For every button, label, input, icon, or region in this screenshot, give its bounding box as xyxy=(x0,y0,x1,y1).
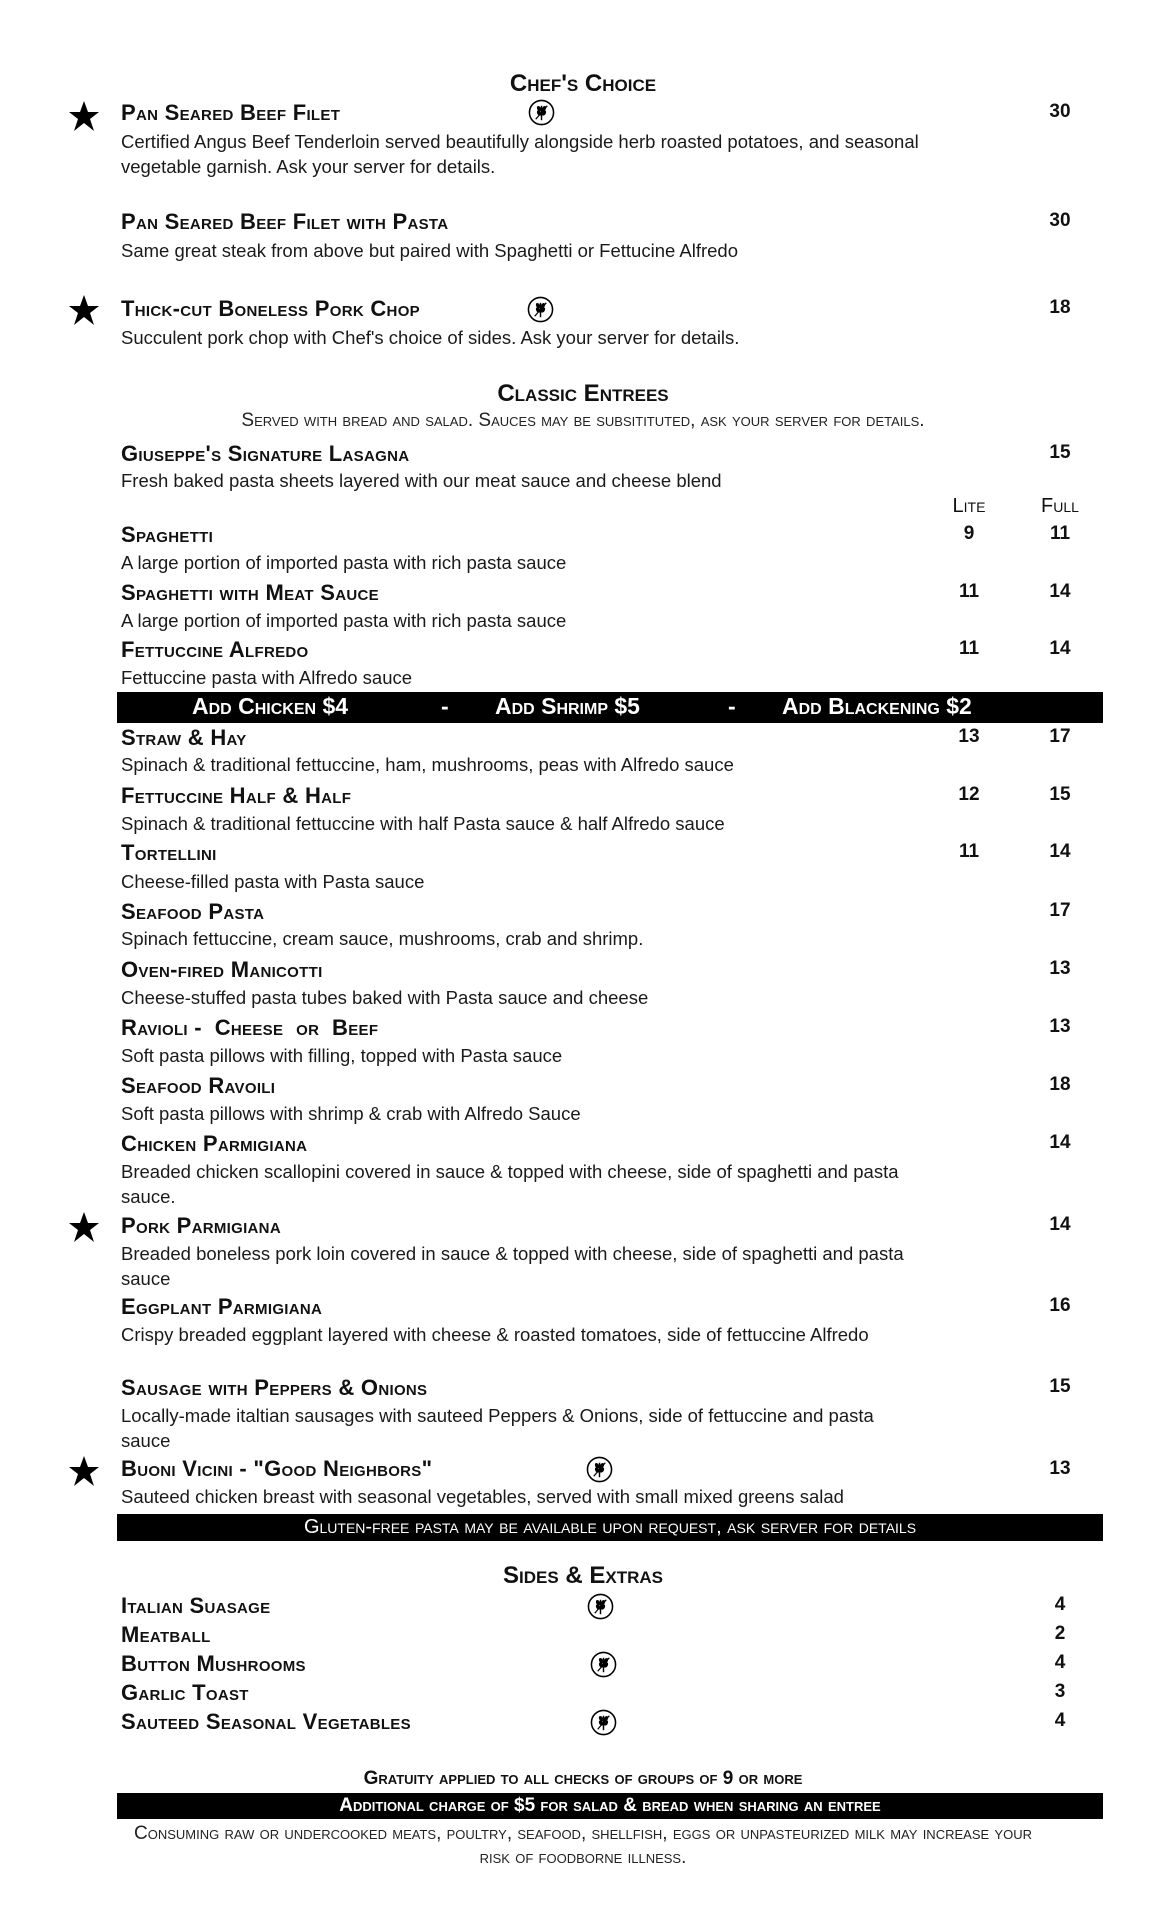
menu-item-desc: Locally-made italtian sausages with sauteed Peppers & Onions, side of fettuccine and pasta sauce xyxy=(121,1405,874,1451)
side-item-name: Sauteed Seasonal Vegetables xyxy=(121,1709,411,1734)
side-item-name: Italian Suasage xyxy=(121,1593,271,1618)
menu-item-price: 15 xyxy=(1049,442,1071,463)
menu-item-price-lite: 12 xyxy=(958,784,980,805)
column-header-full: Full xyxy=(1041,495,1079,517)
menu-item-price: 30 xyxy=(1049,101,1071,122)
menu-item-name: Sausage with Peppers & Onions xyxy=(121,1375,428,1400)
menu-item-price-lite: 11 xyxy=(958,638,980,659)
menu-item-name: Giuseppe's Signature Lasagna xyxy=(121,441,410,466)
gratuity-note: Gratuity applied to all checks of groups of 9 or more xyxy=(363,1768,803,1789)
addon-chicken: Add Chicken $4 xyxy=(192,693,349,719)
menu-item-desc: Cheese-filled pasta with Pasta sauce xyxy=(121,871,425,892)
section-subtitle: Served with bread and salad. Sauces may be subsitituted, ask your server for details. xyxy=(241,410,925,431)
star-icon xyxy=(68,100,100,132)
menu-item-name: Pan Seared Beef Filet xyxy=(121,100,341,125)
sharing-suffix: for salad & bread when sharing an entree xyxy=(535,1795,881,1816)
wheat-icon xyxy=(590,1709,617,1736)
menu-item-name: Fettuccine Alfredo xyxy=(121,637,309,662)
side-item-price: 4 xyxy=(1054,1652,1066,1673)
menu-item-price-full: 11 xyxy=(1049,523,1071,544)
menu-item-desc: Cheese-stuffed pasta tubes baked with Pasta sauce and cheese xyxy=(121,987,649,1008)
menu-item-desc: Fettuccine pasta with Alfredo sauce xyxy=(121,667,413,688)
side-item-name: Garlic Toast xyxy=(121,1680,249,1705)
menu-item-name: Fettuccine Half & Half xyxy=(121,783,352,808)
side-item-name: Button Mushrooms xyxy=(121,1651,306,1676)
menu-item-price: 13 xyxy=(1049,1016,1071,1037)
addon-separator: - xyxy=(441,693,449,719)
menu-item-desc: Spinach & traditional fettuccine with half Pasta sauce & half Alfredo sauce xyxy=(121,813,725,834)
menu-item-desc: Same great steak from above but paired with Spaghetti or Fettucine Alfredo xyxy=(121,240,739,261)
menu-item-name: Eggplant Parmigiana xyxy=(121,1294,323,1319)
menu-item-price: 17 xyxy=(1049,900,1071,921)
addon-shrimp: Add Shrimp $5 xyxy=(495,693,640,719)
menu-item-name: Seafood Pasta xyxy=(121,899,265,924)
side-item-price: 4 xyxy=(1054,1710,1066,1731)
section-title-classic-entrees: Classic Entrees xyxy=(497,380,669,407)
menu-item-desc: Succulent pork chop with Chef's choice of sides. Ask your server for details. xyxy=(121,327,740,348)
menu-item-price: 15 xyxy=(1049,1376,1071,1397)
menu-item-name: Buoni Vicini - "Good Neighbors" xyxy=(121,1456,433,1481)
menu-item-name: Chicken Parmigiana xyxy=(121,1131,308,1156)
column-header-lite: Lite xyxy=(952,495,986,517)
side-item-price: 4 xyxy=(1054,1594,1066,1615)
sharing-prefix: Additional charge of xyxy=(339,1795,514,1816)
star-icon xyxy=(68,294,100,326)
menu-item-price-full: 15 xyxy=(1049,784,1071,805)
gluten-free-note: Gluten-free pasta may be available upon request, ask server for details xyxy=(117,1514,1103,1541)
wheat-icon xyxy=(587,1593,614,1620)
menu-item-name: Tortellini xyxy=(121,840,217,865)
sharing-amount: $5 xyxy=(514,1795,536,1816)
menu-item-name: Pan Seared Beef Filet with Pasta xyxy=(121,209,449,234)
addon-blackening: Add Blackening $2 xyxy=(782,693,972,719)
menu-item-price-lite: 13 xyxy=(958,726,980,747)
menu-item-name: Seafood Ravoili xyxy=(121,1073,276,1098)
section-title-chefs-choice: Chef's Choice xyxy=(509,70,657,97)
menu-item-desc: Breaded boneless pork loin covered in sauce & topped with cheese, side of spaghetti and pasta sauce xyxy=(121,1243,904,1289)
menu-item-desc: Soft pasta pillows with shrimp & crab with Alfredo Sauce xyxy=(121,1103,581,1124)
menu-item-price: 16 xyxy=(1049,1295,1071,1316)
menu-item-name: Spaghetti with Meat Sauce xyxy=(121,580,379,605)
wheat-icon xyxy=(586,1456,613,1483)
menu-item-desc: Certified Angus Beef Tenderloin served beautifully alongside herb roasted potatoes, and seasonal vegetable garnish. Ask your server for details. xyxy=(121,131,919,177)
menu-item-price: 13 xyxy=(1049,1458,1071,1479)
menu-item-price-full: 14 xyxy=(1049,638,1071,659)
section-title-sides: Sides & Extras xyxy=(503,1562,663,1589)
menu-item-price-lite: 11 xyxy=(958,581,980,602)
menu-item-price: 18 xyxy=(1049,1074,1071,1095)
side-item-price: 3 xyxy=(1054,1681,1066,1702)
menu-item-price-lite: 9 xyxy=(963,523,975,544)
menu-item-name: Ravioli - Cheese or Beef xyxy=(121,1015,379,1040)
menu-item-name: Pork Parmigiana xyxy=(121,1213,281,1238)
menu-item-price-full: 17 xyxy=(1049,726,1071,747)
menu-item-desc: Crispy breaded eggplant layered with cheese & roasted tomatoes, side of fettuccine Alfredo xyxy=(121,1324,869,1345)
side-item-price: 2 xyxy=(1054,1623,1066,1644)
addon-separator: - xyxy=(728,693,736,719)
menu-item-desc: Spinach & traditional fettuccine, ham, mushrooms, peas with Alfredo sauce xyxy=(121,754,734,775)
wheat-icon xyxy=(590,1651,617,1678)
menu-item-name: Spaghetti xyxy=(121,522,214,547)
menu-item-price-full: 14 xyxy=(1049,841,1071,862)
sharing-charge-note xyxy=(117,1793,1103,1819)
menu-item-desc: A large portion of imported pasta with rich pasta sauce xyxy=(121,552,567,573)
menu-item-price: 14 xyxy=(1049,1214,1071,1235)
addons-bar xyxy=(117,692,1103,723)
menu-item-price-full: 14 xyxy=(1049,581,1071,602)
menu-item-price: 14 xyxy=(1049,1132,1071,1153)
menu-item-desc: Soft pasta pillows with filling, topped with Pasta sauce xyxy=(121,1045,563,1066)
star-icon xyxy=(68,1211,100,1243)
menu-item-desc: Fresh baked pasta sheets layered with our meat sauce and cheese blend xyxy=(121,470,722,491)
wheat-icon xyxy=(528,99,555,126)
foodborne-warning: Consuming raw or undercooked meats, poultry, seafood, shellfish, eggs or unpasteurized milk may increase your risk of foodborne illness. xyxy=(134,1823,1032,1868)
menu-item-desc: Breaded chicken scallopini covered in sauce & topped with cheese, side of spaghetti and pasta sauce. xyxy=(121,1161,899,1207)
wheat-icon xyxy=(527,296,554,323)
menu-item-price: 13 xyxy=(1049,958,1071,979)
menu-item-price-lite: 11 xyxy=(958,841,980,862)
menu-item-desc: Sauteed chicken breast with seasonal vegetables, served with small mixed greens salad xyxy=(121,1486,844,1507)
menu-item-desc: Spinach fettuccine, cream sauce, mushrooms, crab and shrimp. xyxy=(121,928,644,949)
menu-item-desc: A large portion of imported pasta with rich pasta sauce xyxy=(121,610,567,631)
menu-item-price: 18 xyxy=(1049,297,1071,318)
menu-item-name: Thick-cut Boneless Pork Chop xyxy=(121,296,420,321)
menu-item-name: Oven-fired Manicotti xyxy=(121,957,323,982)
menu-item-name: Straw & Hay xyxy=(121,725,247,750)
menu-item-price: 30 xyxy=(1049,210,1071,231)
side-item-name: Meatball xyxy=(121,1622,211,1647)
star-icon xyxy=(68,1455,100,1487)
